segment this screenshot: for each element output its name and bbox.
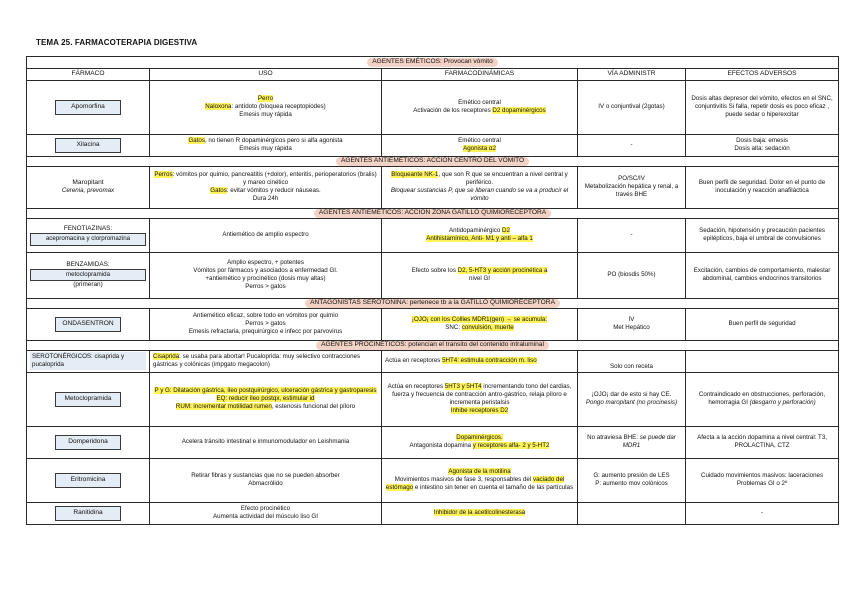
fd-text: , que son R que se encuentran a nivel central y periférico. — [438, 170, 568, 187]
section-row — [27, 298, 839, 308]
via-text: IV — [628, 316, 635, 324]
uso-text: , estenosis funcional del píloro — [271, 403, 356, 411]
header-row — [27, 68, 839, 80]
via-text: P: aumento mov colónicos — [595, 480, 668, 488]
via-text: ¡OJO¡ dar de esto si hay CE. — [591, 391, 672, 399]
fd-text: 5HT3 y 5HT4 — [444, 382, 482, 390]
document-title: TEMA 25. FARMACOTERAPIA DIGESTIVA — [36, 38, 198, 47]
fd-text: e intestino sin tener en cuenta el tamaño de las partículas — [413, 484, 574, 492]
via-text: No atraviesa BHE: — [587, 434, 640, 442]
fd-text: Bloqueante NK-1 — [391, 170, 439, 178]
via-text: Pongo maropitant (no procinesis) — [585, 399, 678, 407]
section-antiemeticos-zona: AGENTES ANTIEMÉTICOS: ACCIÓN ZONA GATILLO QUIMIORECEPTORA — [314, 209, 551, 218]
table-row — [27, 252, 839, 298]
via-text: Solo con receta — [578, 350, 686, 372]
section-row — [27, 208, 839, 218]
table-row — [27, 372, 839, 426]
uso-text: Acelera tránsito intestinal e inmunomodulador en Leishmania — [150, 426, 382, 458]
fd-text: SNC: — [445, 324, 462, 332]
uso-text: EQ: reducir íleo postqx, estimular id — [216, 395, 315, 403]
fd-text: Efecto sobre los — [411, 267, 458, 275]
fd-text: Dopaminérgicos. — [456, 434, 503, 442]
drug-ondansetron: ONDASENTRON — [55, 317, 121, 332]
table-row — [27, 134, 839, 156]
efectos-text: Dosis baja: emesis — [736, 137, 788, 145]
header-farmacodinamicas: FARMACODINÁMICAS — [382, 68, 578, 80]
fd-text: ¡OJO¡ con los Collies MDR1(gen) → se acumula: — [411, 316, 548, 324]
fd-text: Actúa en receptores — [385, 357, 443, 365]
fd-text: Emético central — [458, 99, 501, 107]
uso-text: Gatos — [188, 137, 205, 145]
fd-text: D2 dopaminérgicos — [492, 107, 546, 115]
drug-eritromicina: Eritromicina — [55, 473, 121, 488]
table-row — [27, 218, 839, 252]
fd-text: y receptores alfa- 2 y 5-HT2 — [472, 442, 550, 450]
efectos-text: - — [686, 502, 839, 524]
efectos-text: Buen perfil de seguridad. Dolor en el punto de inoculación y reacción anafiláctica — [686, 166, 839, 208]
efectos-text: Cuidado movimientos masivos: laceraciones — [700, 472, 824, 480]
uso-text: : antídoto (bloquea receptopiodes) — [231, 103, 326, 111]
fd-text: convulsión, muerte — [461, 324, 514, 332]
via-text: - — [578, 134, 686, 156]
header-efectos: EFECTOS ADVERSOS — [686, 68, 839, 80]
section-row — [27, 156, 839, 166]
via-text: Met Hepático — [613, 324, 650, 332]
via-text: G: aumento presión de LES — [593, 472, 670, 480]
efectos-text: Dosis altas depresor del vómito, efectos en el SNC, conjuntivitis Si falla, repetir dosis es poco eficaz , puede sedar o hiperexcitar — [686, 80, 839, 134]
section-antiemeticos-centro: AGENTES ANTIEMÉTICOS: ACCIÓN CENTRO DEL VÓMITO — [336, 157, 529, 166]
table-row — [27, 426, 839, 458]
fd-text: Agonista α2 — [463, 145, 496, 153]
uso-text: Antiemético de amplio espectro — [150, 218, 382, 252]
drug-apomorfina: Apomorfina — [55, 100, 121, 115]
drug-metoclopramida: Metoclopramida — [55, 392, 121, 407]
uso-text: Cisaprida — [153, 353, 180, 361]
via-text: - — [578, 218, 686, 252]
section-emeticos: AGENTES EMÉTICOS: Provocan vómito — [367, 58, 498, 67]
fd-text: Bloquear sustancias P, que se liberan cuando se va a producir el vómito — [390, 187, 569, 203]
fd-text: Antihistamínico, Anti- M1 y anti – alfa 1 — [426, 235, 533, 243]
fd-text: 5HT4: estimula contracción m. liso — [442, 357, 537, 365]
group-name: FENOTIAZINAS: — [63, 224, 113, 232]
table-row — [27, 166, 839, 208]
fd-text: Antagonista dopamina — [409, 442, 473, 450]
efectos-text: Afecta a la acción dopamina a nivel central: T3, PROLACTINA, CTZ — [686, 426, 839, 458]
efectos-text: Excitación, cambios de comportamiento, malestar abdominal, cambios endocrinos transitorios — [686, 252, 839, 298]
uso-text: RUM: incrementar motilidad rumen — [175, 403, 272, 411]
section-row — [27, 340, 839, 350]
uso-text: Gatos — [210, 187, 227, 195]
drug-ranitidina: Ranitidina — [55, 506, 121, 521]
efectos-text: Contraindicado en obstrucciones, perforación, hemorragia GI — [698, 391, 826, 407]
efectos-text: (desgarro y perforación) — [749, 399, 816, 407]
uso-text: Perros — [154, 170, 173, 178]
drug-xilacina: Xilacina — [55, 138, 121, 153]
uso-text: Perro — [257, 94, 274, 102]
fd-text: Agonista — [448, 467, 473, 475]
uso-text: : vómitos por quimio, pancreatitis (+dolor), enteritis, perioperatorios (bralis) y mareo cinético — [172, 170, 377, 187]
table-row — [27, 350, 839, 372]
efectos-text: Dosis alta: sedación — [734, 145, 790, 153]
uso-text: : evitar vómitos y reducir náuseas. — [226, 187, 321, 195]
group-name: BENZAMIDAS: — [66, 260, 110, 268]
uso-text: Antiemético eficaz, sobre todo en vómitos por quimio — [192, 311, 339, 319]
efectos-text: Sedación, hipotensión y precaución pacientes epilépticos, baja el umbral de convulsiones — [686, 218, 839, 252]
section-serotonina: ANTAGONISTAS SEROTONINA: pertenece tb a la GATILLO QUIMIORECEPTORA — [305, 299, 560, 308]
fd-text: incrementando tono del cardias, fuerza y frecuencia de contracción antro-gástrico, relaja píloro e incrementa peristalsis — [392, 382, 572, 407]
fd-text: D2, 5-HT3 y acción procinética a — [457, 267, 548, 275]
uso-text: +antiemético y procinético (dosis muy altas) — [205, 275, 326, 283]
uso-text: Vómitos por fármacos y asociados a enfermedad GI. — [193, 267, 338, 275]
section-row — [27, 57, 839, 69]
via-text: IV o conjuntival (2gotas) — [578, 80, 686, 134]
fd-text: Activación de los receptores — [413, 107, 493, 115]
via-text: PO/SC/IV — [618, 174, 645, 182]
via-text: Metabolización hepática y renal, a través BHE — [584, 183, 679, 199]
group-drugs: acepromacina y clorpromazina — [30, 233, 146, 245]
uso-text: P y G: Dilatación gástrica, íleo postquirúrgico, ulceración gástrica y gastroparesis — [154, 386, 377, 394]
header-uso: USO — [150, 68, 382, 80]
header-farmaco: FÁRMACO — [27, 68, 150, 80]
uso-text: Aumenta actividad del músculo liso GI — [213, 513, 318, 521]
fd-text: vaciado del estómago — [385, 476, 565, 492]
fd-text: Movimientos masivos de fase 3, responsables del — [394, 476, 533, 484]
fd-text: Emético central — [458, 137, 501, 145]
header-via: VÍA ADMINISTR — [578, 68, 686, 80]
fd-text: Antidopaminérgico — [449, 227, 503, 235]
uso-text: Naloxona — [205, 103, 232, 111]
section-procineticos: AGENTES PROCINÉTICOS: potencian el transito del contenido intraluminal — [316, 341, 549, 350]
via-text: PO (biosdis 50%) — [578, 252, 686, 298]
group-drugs: metoclopramida — [30, 269, 146, 281]
drug-subtitle: Cerenia, prevomax — [61, 187, 115, 195]
table-row — [27, 308, 839, 340]
fd-text: nivel GI — [469, 275, 490, 283]
uso-text: Dura 24h — [252, 195, 279, 203]
drug-domperidona: Domperidona — [55, 435, 121, 450]
fd-text: Inhibidor de la acetilcolinesterasa — [433, 509, 526, 517]
table-row — [27, 80, 839, 134]
drug-maropitant: Maropitant — [72, 178, 104, 186]
table-row — [27, 502, 839, 524]
fd-text: D2 — [502, 227, 510, 235]
uso-text: Amplio espectro, + potentes — [227, 258, 304, 266]
efectos-text: Buen perfil de seguridad — [686, 308, 839, 340]
uso-text: Abmacrólido — [248, 480, 283, 488]
pharmacotherapy-table — [26, 56, 839, 525]
uso-text: Perros > gatos — [245, 283, 286, 291]
uso-text: , no tienen R dopaminérgicos pero si alfa agonista — [204, 137, 343, 145]
table-row — [27, 458, 839, 502]
uso-text: : se usaba para abortar! Pucaloprida: muy selectivo contracciones gástricas y colónicas (impgato megacolon) — [153, 353, 361, 369]
group-brand: (primeran) — [73, 281, 103, 289]
efectos-text: Problemas GI o 2º — [736, 480, 788, 488]
uso-text: Emesis refractaria, prequirúrgico e infecc por parvovirus — [188, 328, 343, 336]
fd-text: Inhibe receptores D2 — [450, 407, 509, 415]
uso-text: Perros > gatos — [245, 320, 286, 328]
uso-text: Retirar fibras y sustancias que no se pueden absorber — [191, 472, 340, 480]
fd-text: Actúa en receptores — [387, 382, 445, 390]
uso-text: Efecto procinético — [240, 505, 291, 513]
uso-text: Emesis muy rápida — [239, 111, 292, 119]
via-text: se puede dar MDR1 — [622, 434, 676, 450]
fd-text: de la motilina — [472, 467, 511, 475]
uso-text: Emesis muy rápida — [239, 145, 292, 153]
group-serotonergicos: SEROTONÉRGICOS: cisaprida y pucaloprida — [30, 352, 146, 370]
